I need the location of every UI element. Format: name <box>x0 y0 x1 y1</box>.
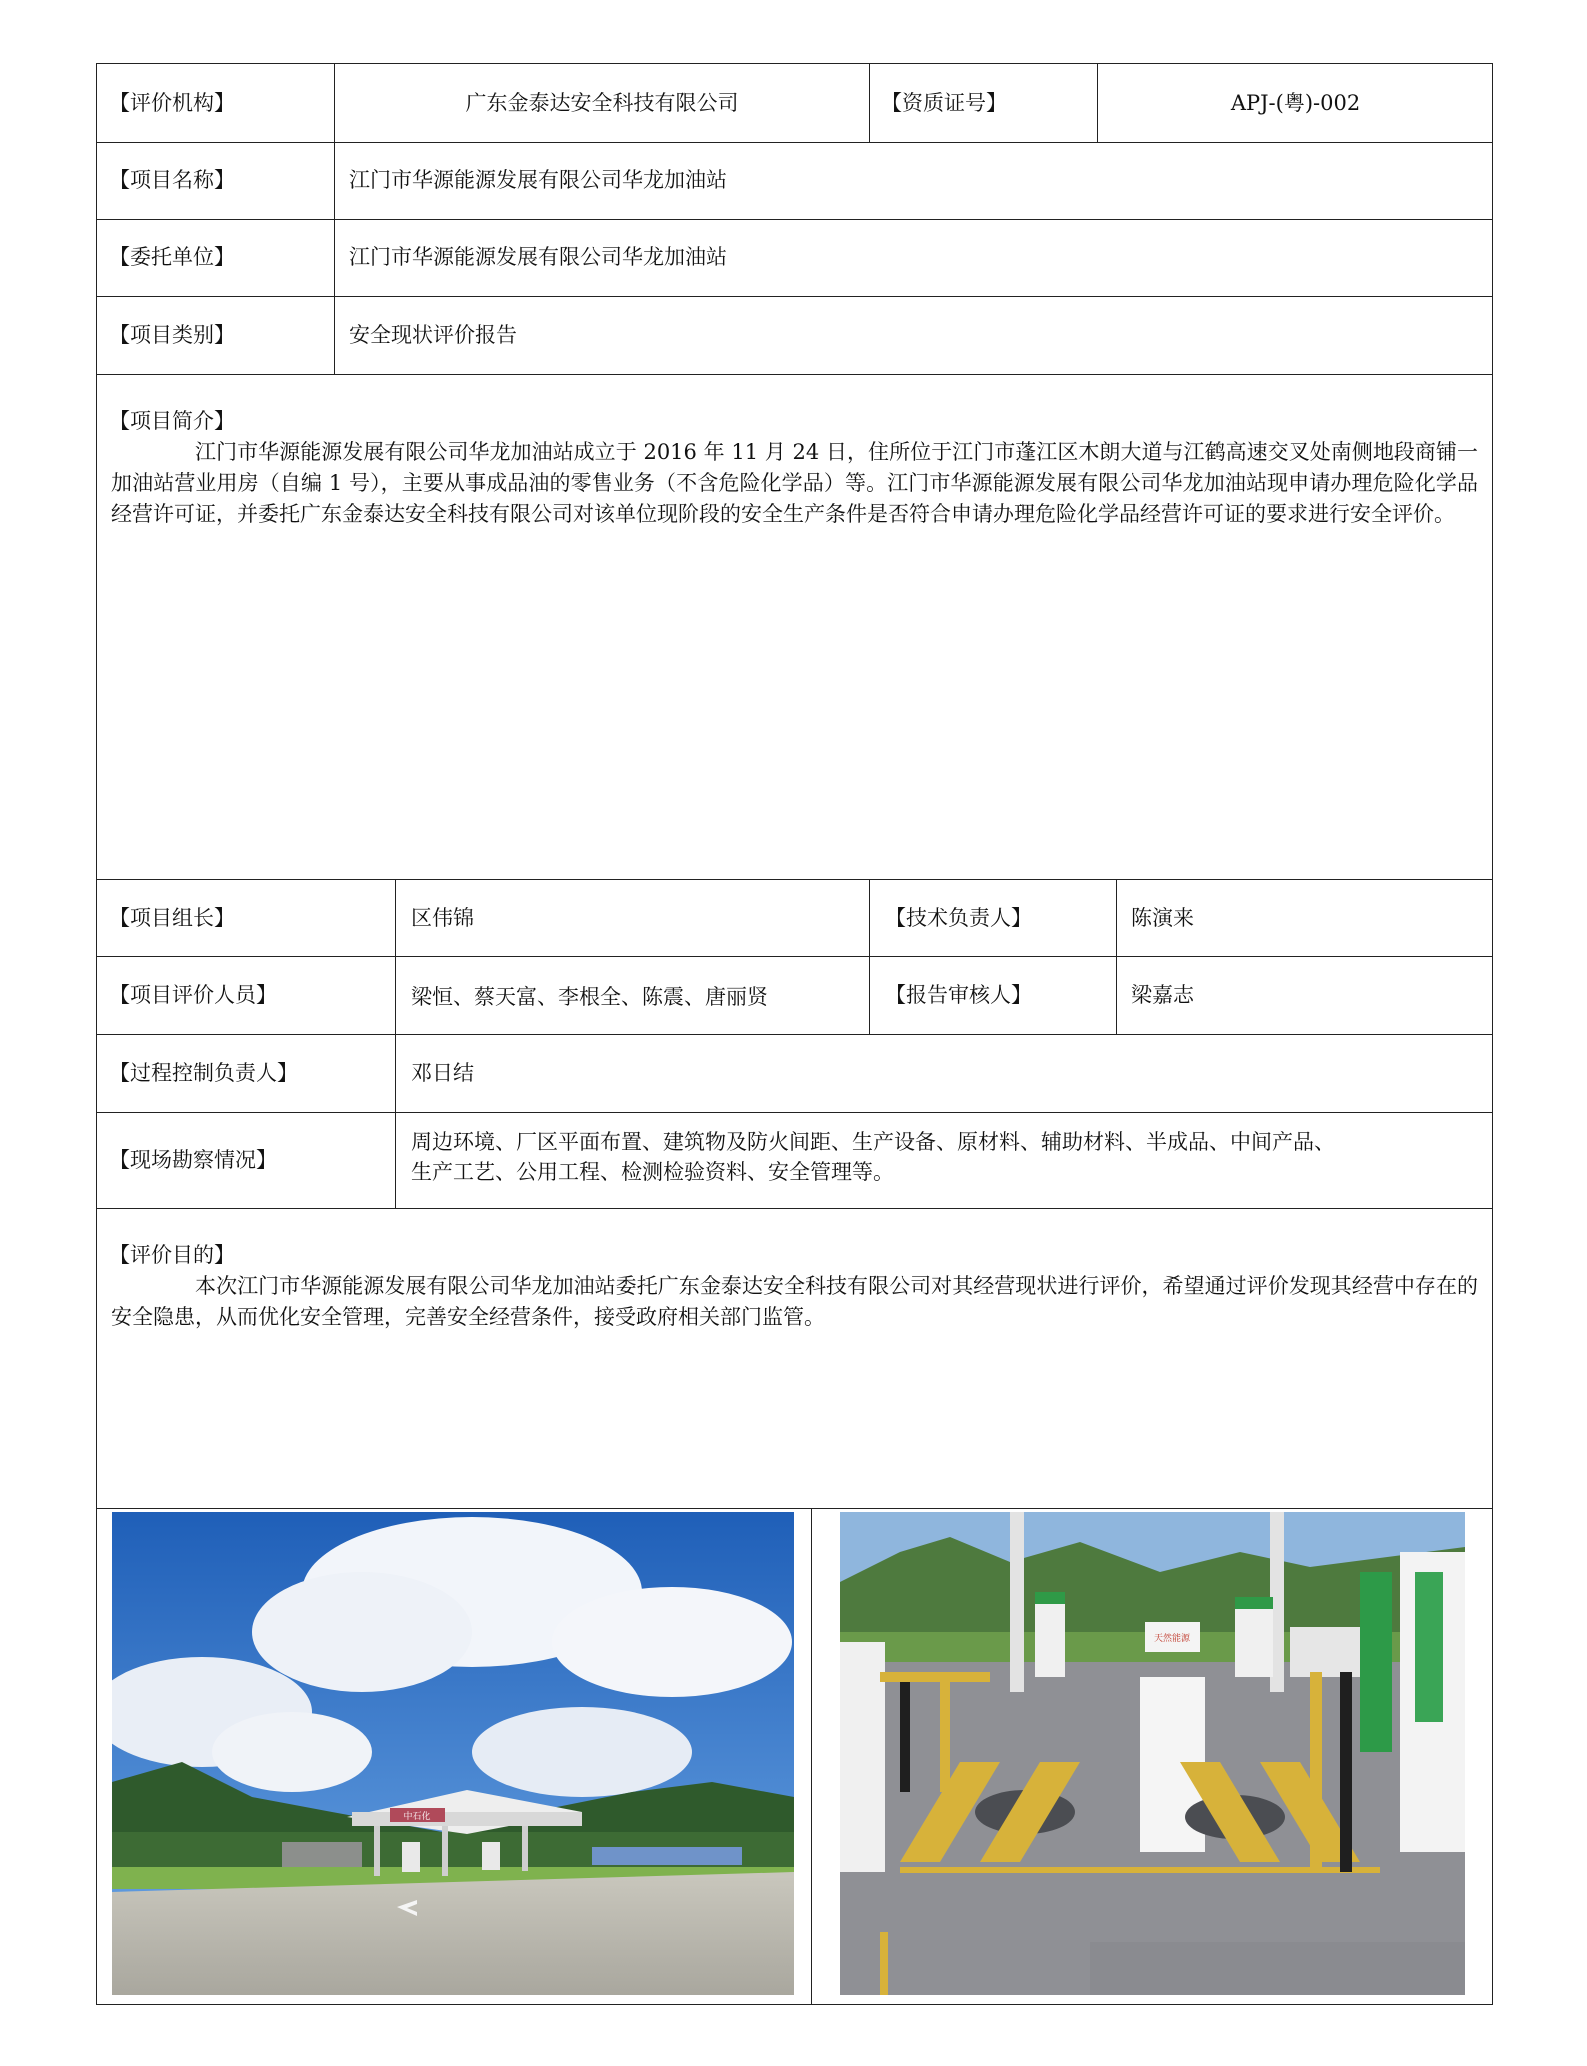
category-label: 【项目类别】 <box>109 323 235 347</box>
row-divider <box>97 219 1492 220</box>
summary-body: 江门市华源能源发展有限公司华龙加油站成立于 2016 年 11 月 24 日，住所位于江门市蓬江区木朗大道与江鹤高速交叉处南侧地段商铺一加油站营业用房（自编 1 号），主要从事成品油的零售业务（不含危险化学品）等。江门市华源能源发展有限公司华龙加油站现申请办理危险化学品经营许可证，并委托广东金泰达安全科技有限公司对该单位现阶段的安全生产条件是否符合申请办理危险化学品经营许可证的要求进行安全评价。 <box>111 440 1478 526</box>
row-divider <box>97 879 1492 880</box>
org-value: 广东金泰达安全科技有限公司 <box>465 91 739 115</box>
category-value: 安全现状评价报告 <box>349 323 517 347</box>
site-survey-line-2: 生产工艺、公用工程、检测检验资料、安全管理等。 <box>411 1160 894 1184</box>
org-label: 【评价机构】 <box>109 91 235 115</box>
col-divider <box>869 879 870 1034</box>
project-name-value: 江门市华源能源发展有限公司华龙加油站 <box>349 168 727 192</box>
process-control-value: 邓日结 <box>411 1061 474 1085</box>
gas-station-exterior-photo <box>112 1512 794 1995</box>
row-divider <box>97 1508 1492 1509</box>
tech-lead-value: 陈演来 <box>1131 906 1194 930</box>
evaluators-value: 梁恒、蔡天富、李根全、陈震、唐丽贤 <box>411 985 768 1009</box>
row-divider <box>97 142 1492 143</box>
summary-label: 【项目简介】 <box>109 409 235 433</box>
cert-value: APJ-(粤)-002 <box>1230 91 1361 115</box>
purpose-text <box>111 1271 1478 1333</box>
project-name-label: 【项目名称】 <box>109 168 235 192</box>
tech-lead-label: 【技术负责人】 <box>885 906 1032 930</box>
fuel-dispenser-area-photo <box>840 1512 1465 1995</box>
cert-label: 【资质证号】 <box>881 91 1007 115</box>
summary-text <box>111 437 1478 530</box>
client-value: 江门市华源能源发展有限公司华龙加油站 <box>349 245 727 269</box>
col-divider <box>1116 879 1117 1034</box>
leader-label: 【项目组长】 <box>109 906 235 930</box>
reviewer-value: 梁嘉志 <box>1131 983 1194 1007</box>
process-control-label: 【过程控制负责人】 <box>109 1061 298 1085</box>
row-divider <box>97 1112 1492 1113</box>
site-survey-label: 【现场勘察情况】 <box>109 1148 277 1172</box>
row-divider <box>97 1208 1492 1209</box>
site-survey-line-1: 周边环境、厂区平面布置、建筑物及防火间距、生产设备、原材料、辅助材料、半成品、中间产品、 <box>411 1130 1335 1154</box>
station-panel-sign: 天然能源 <box>1153 1634 1191 1644</box>
evaluators-label: 【项目评价人员】 <box>109 983 277 1007</box>
col-divider <box>811 1508 812 2004</box>
purpose-label: 【评价目的】 <box>109 1243 235 1267</box>
row-divider <box>97 956 1492 957</box>
row-divider <box>97 296 1492 297</box>
purpose-body: 本次江门市华源能源发展有限公司华龙加油站委托广东金泰达安全科技有限公司对其经营现状进行评价，希望通过评价发现其经营中存在的安全隐患，从而优化安全管理，完善安全经营条件，接受政府相关部门监管。 <box>111 1274 1478 1329</box>
leader-value: 区伟锦 <box>411 906 474 930</box>
row-divider <box>97 374 1492 375</box>
reviewer-label: 【报告审核人】 <box>885 983 1032 1007</box>
row-divider <box>97 1034 1492 1035</box>
col-divider <box>869 64 870 142</box>
evaluation-info-table <box>96 63 1493 2005</box>
canopy-sign: 中石化 <box>403 1812 431 1822</box>
col-divider <box>395 879 396 1208</box>
client-label: 【委托单位】 <box>109 245 235 269</box>
